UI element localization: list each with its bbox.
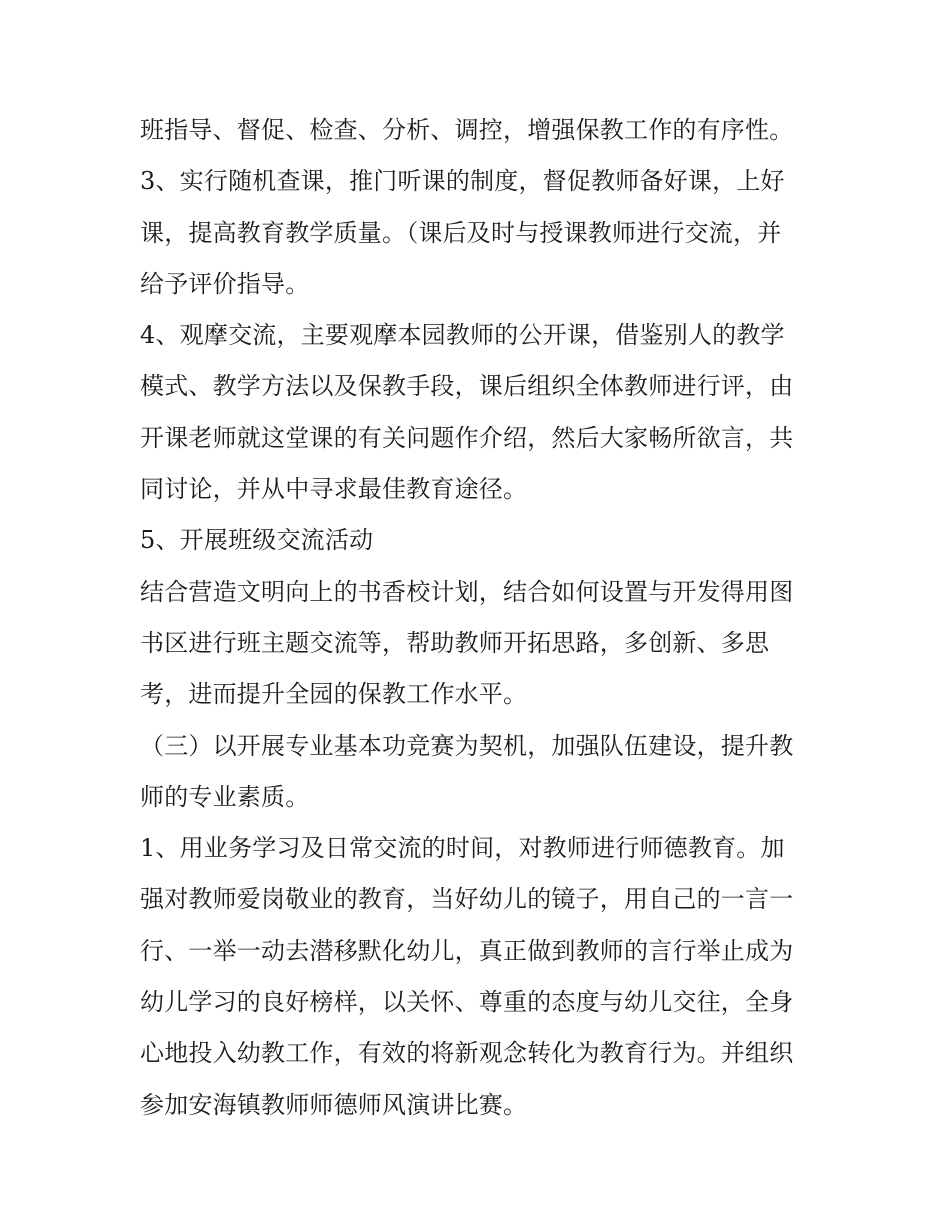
text-line: 4、观摩交流，主要观摩本园教师的公开课，借鉴别人的教学	[140, 321, 785, 350]
text-line: 课，提高教育教学质量。（课后及时与授课教师进行交流，并	[140, 218, 782, 247]
text-line: 考，进而提升全园的保教工作水平。	[140, 680, 528, 709]
text-line: 参加安海镇教师师德师风演讲比赛。	[140, 1090, 528, 1119]
text-line: 心地投入幼教工作，有效的将新观念转化为教育行为。并组织	[140, 1039, 794, 1068]
text-line: 同讨论，并从中寻求最佳教育途径。	[140, 475, 528, 504]
text-line: 幼儿学习的良好榜样，以关怀、尊重的态度与幼儿交往，全身	[140, 988, 794, 1017]
text-line: 书区进行班主题交流等，帮助教师开拓思路，多创新、多思	[140, 628, 770, 657]
text-line: 师的专业素质。	[140, 782, 310, 811]
text-line: 给予评价指导。	[140, 269, 310, 298]
text-line: 行、一举一动去潜移默化幼儿，真正做到教师的言行举止成为	[140, 936, 794, 965]
text-line: 开课老师就这堂课的有关问题作介绍，然后大家畅所欲言，共	[140, 423, 794, 452]
text-line: 3、实行随机查课，推门听课的制度，督促教师备好课，上好	[140, 167, 785, 196]
text-line: （三）以开展专业基本功竞赛为契机，加强队伍建设，提升教	[140, 731, 794, 760]
document-body	[140, 105, 820, 1131]
text-line: 强对教师爱岗敬业的教育，当好幼儿的镜子，用自己的一言一	[140, 885, 794, 914]
text-line: 结合营造文明向上的书香校计划，结合如何设置与开发得用图	[140, 577, 794, 606]
text-line: 模式、教学方法以及保教手段，课后组织全体教师进行评，由	[140, 372, 794, 401]
text-line: 班指导、督促、检查、分析、调控，增强保教工作的有序性。	[140, 116, 794, 144]
text-line: 5、开展班级交流活动	[140, 526, 374, 555]
text-line: 1、用业务学习及日常交流的时间，对教师进行师德教育。加	[140, 834, 785, 863]
